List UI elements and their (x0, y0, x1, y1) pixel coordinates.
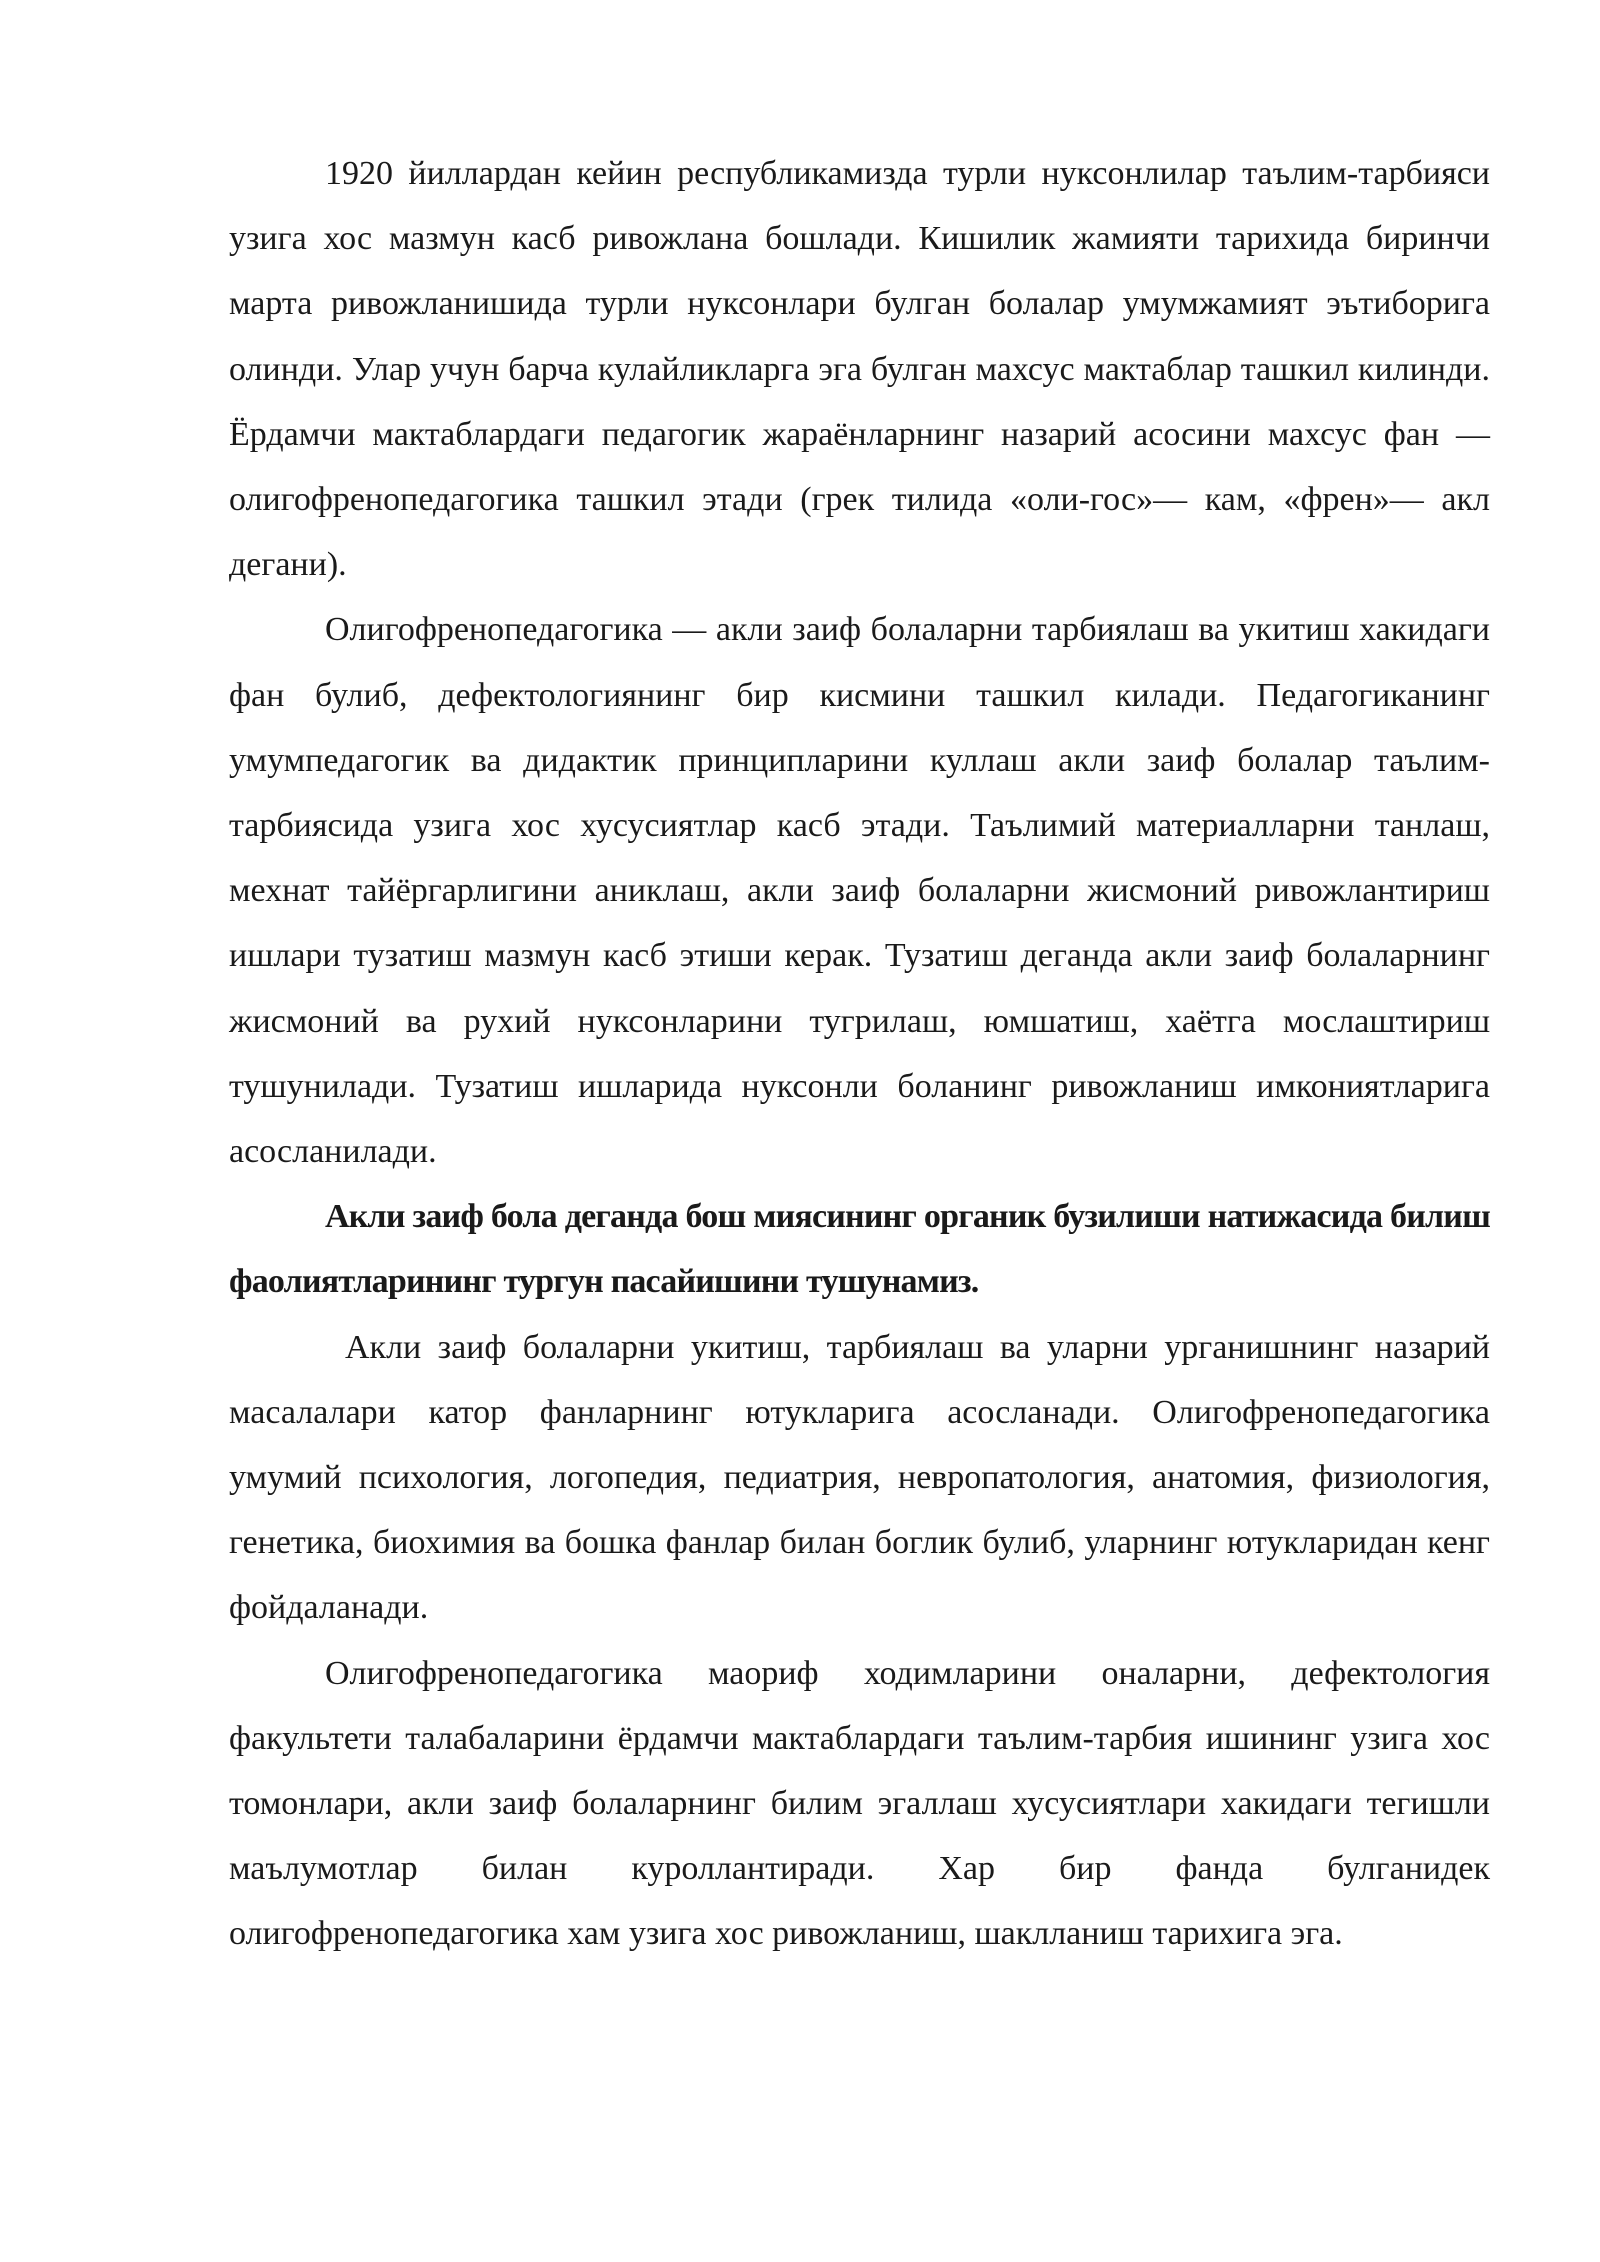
paragraph-educators-equipping: Олигофренопедагогика маориф ходимларини оналарни, дефектология факультети талабаларини ёрдамчи мактаблардаги таълим-тарбия ишининг узига хос томонлари, акли заиф болаларнинг билим эгаллаш хусусиятлари хакидаги тегишли маълумотлар билан куроллантиради. Хар бир фанда булганидек олигофренопедагогика хам узига хос ривожланиш, шаклланиш тарихига эга. (229, 1654, 1490, 1953)
paragraph-history-1920s: 1920 йиллардан кейин республикамизда турли нуксонлилар таълим-тарбияси узига хос мазмун касб ривожлана бошлади. Кишилик жамияти тарихида биринчи марта ривожланишида турли нуксонлари булган болалар умумжамият эътиборига олинди. Улар учун барча кулайликларга эга булган махсус мактаблар ташкил килинди. Ёрдамчи мактаблардаги педагогик жараёнларнинг назарий асосини махсус фан — олигофренопедагогика ташкил этади (грек тилида «оли-гос»— кам, «френ»— акл дегани). (229, 155, 1490, 584)
paragraph-bold-definition: Акли заиф бола деганда бош миясининг органик бузилиши натижасида билиш фаолиятларининг тургун пасайишини тушунамиз. (229, 1198, 1490, 1301)
paragraph-related-sciences: Акли заиф болаларни укитиш, тарбиялаш ва уларни урганишнинг назарий масалалари катор фанларнинг ютукларига асосланади. Олигофренопедагогика умумий психология, логопедия, педиатрия, невропатология, анатомия, физиология, генетика, биохимия ва бошка фанлар билан боглик булиб, уларнинг ютукларидан кенг фойдаланади. (229, 1328, 1490, 1627)
document-body (229, 141, 1490, 1967)
paragraph-oligophrenopedagogy-definition: Олигофренопедагогика — акли заиф болаларни тарбиялаш ва укитиш хакидаги фан булиб, дефектологиянинг бир кисмини ташкил килади. Педагогиканинг умумпедагогик ва дидактик принципларини куллаш акли заиф болалар таълим-тарбиясида узига хос хусусиятлар касб этади. Таълимий материалларни танлаш, мехнат тайёргарлигини аниклаш, акли заиф болаларни жисмоний ривожлантириш ишлари тузатиш мазмун касб этиши керак. Тузатиш деганда акли заиф болаларнинг жисмоний ва рухий нуксонларини тугрилаш, юмшатиш, хаётга мослаштириш тушунилади. Тузатиш ишларида нуксонли боланинг ривожланиш имкониятларига асосланилади. (229, 611, 1490, 1171)
